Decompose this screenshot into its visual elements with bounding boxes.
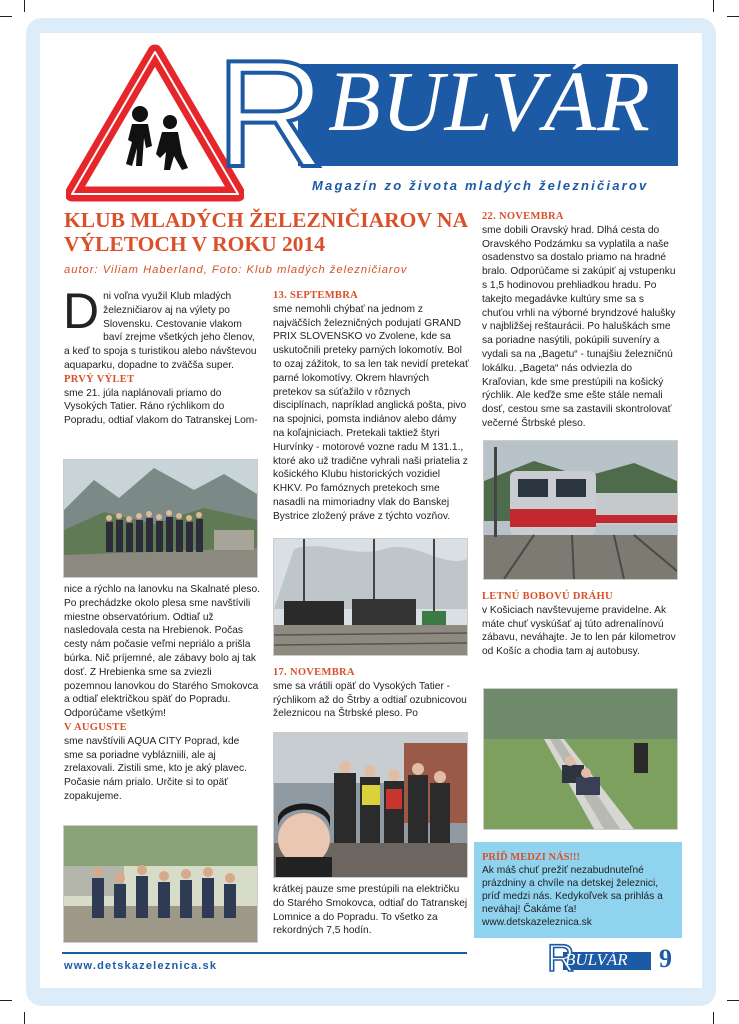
column-1 [63, 283, 260, 428]
section-heading: PRVÝ VÝLET [64, 373, 135, 385]
logo-letter: R [216, 29, 326, 199]
tagline: Magazín zo života mladých železničiarov [312, 178, 649, 193]
crop-mark [0, 1000, 12, 1001]
paragraph: sme nemohli chýbať na jednom z najväčších železničných podujatí GRAND PRIX SLOVENSKO vo Zvolene, kde sa uskutočnili preteky parných lokomotív. Bol to ozaj zážitok, to sa len tak nevidí pretekať parné lokomotívy. Okrem hlavných pretekov sa súťažilo v rôznych disciplínach, napríklad anglická pošta, pivo na spojnici, pomsta indiánov alebo dámy na koľajniciach. Pretekali taktiež štyri Hurvínky - motorové vozne radu M 131.1., ktoré ako už tradične vyhrali naši priatelia z košického Klubu historických vozidiel KHKV. Po famóznych pretekoch sme nasadli na mimoriadny vlak do Banskej Bystrice zložený práve z týchto vozňov. [273, 303, 469, 522]
footer-rule [62, 952, 467, 954]
crop-mark [713, 0, 714, 12]
photo-group-tatra-station [273, 732, 468, 878]
photo-bobsled-track [483, 688, 678, 830]
paragraph: sme sa vrátili opäť do Vysokých Tatier - rýchlikom až do Štrby a odtiaľ ozubnicovou železnicou na Štrbské pleso. Po [273, 680, 467, 720]
photo-aquacity-group [63, 825, 258, 943]
footer-logo-letter: R [547, 938, 575, 980]
page-number: 9 [659, 944, 672, 973]
section-heading: V AUGUSTE [64, 721, 127, 733]
paragraph: sme dobili Oravský hrad. Dlhá cesta do Oravského Podzámku sa vyplatila a naše osadenstvo sa dostalo priamo na hradné bralo. Odporúčame si zakúpiť aj vstupenku s 1,5 hodinovou prehliadkou hradu. Po takejto megadávke kultúry sme sa s chuťou vrhli na výborné bryndzové halušky v najbližšej reštaurácii. Po haluškách sme sa poriadne nasýtili, pokúpili suveníry a vydali sa na „Bagetu“ - tunajšiu železničnú lokálku. „Bageta“ nás odviezla do Kraľovian, kde sme prestúpili na košický rýchlik. Ale keďže sme ešte stále nemali dosť, cestou sme sa zastavili skontrolovať večerné Štrbské pleso. [482, 224, 676, 429]
section-heading: 17. NOVEMBRA [273, 667, 355, 678]
section-heading: LETNÚ BOBOVÚ DRÁHU [482, 591, 613, 602]
crop-mark [727, 16, 739, 17]
footer-logo-word: BULVÁR [565, 950, 628, 969]
crop-mark [727, 1000, 739, 1001]
crop-mark [24, 1012, 25, 1024]
paragraph: v Košiciach navštevujeme pravidelne. Ak máte chuť vyskúšať aj túto adrenalínovú zábavu, neváhajte. Je to len pár kilometrov od Košíc a chodia tam aj autobusy. [482, 604, 676, 658]
footer-url[interactable]: www.detskazeleznica.sk [64, 960, 218, 972]
footer-logo [547, 938, 653, 980]
masthead [66, 29, 678, 204]
join-us-text: Ak máš chuť prežiť nezabudnuteľné prázdniny a chvíle na detskej železnici, príď medzi nás. Kedykoľvek sa prihlás a neváhaj! Čakáme ťa! [482, 865, 663, 915]
section-heading: 22. NOVEMBRA [482, 211, 564, 222]
column-2-end [273, 883, 469, 938]
photo-steam-locomotives [273, 538, 468, 656]
paragraph: sme 21. júla naplánovali priamo do Vysokých Tatier. Ráno rýchlikom do Popradu, odtiaľ vlakom do Tatranskej Lom- [64, 387, 258, 427]
join-us-heading: PRÍĎ MEDZI NÁS!!! [482, 852, 580, 863]
photo-tatry-group [63, 459, 258, 578]
crop-mark [0, 16, 12, 17]
column-2-cont [273, 666, 469, 721]
column-3 [482, 210, 678, 431]
dropcap: D [63, 283, 100, 339]
article-headline: KLUB MLADÝCH ŽELEZNIČIAROV NA VÝLETOCH V ROKU 2014 [64, 208, 467, 256]
magazine-title: BULVÁR [328, 53, 651, 149]
column-1-cont [64, 583, 260, 804]
crop-mark [24, 0, 25, 12]
paragraph: krátkej pauze sme prestúpili na električku do Starého Smokovca, odtiaľ do Tatranskej Lomnice a do Popradu. To všetko za rekordných 7,5 hodín. [273, 884, 468, 937]
paragraph: sme navštívili AQUA CITY Poprad, kde sme sa poriadne vyblázniili, ale aj zrelaxovali. Zistili sme, kto je aký plavec. Počasie nám prialo. Určite si to opäť zopakujeme. [64, 735, 247, 802]
section-heading: 13. SEPTEMBRA [273, 290, 358, 301]
join-us-box [474, 842, 682, 938]
paragraph: nice a rýchlo na lanovku na Skalnaté pleso. Po prechádzke okolo plesa sme navštívili miestne observatórium. Odtiaľ už nasledovala cesta na Hrebienok. Počas cesty nám počasie veľmi nepriálo a prišla búrka. Nič príjemné, ale zábavy bolo aj tak dosť. Z Hrebienka sme sa zviezli pozemnou lanovkou do Starého Smokovca a odtiaľ električkou späť do Popradu. Odporúčame všetkým! [64, 584, 260, 720]
column-2 [273, 289, 469, 524]
crop-mark [713, 1012, 714, 1024]
photo-red-train [483, 440, 678, 580]
intro-text: ni voľna využil Klub mladých železničiarov aj na výlety po Slovensku. Cestovanie vlakom baví zrejme všetkých jeho členov, a keď to spoja s turistikou alebo návštevou aquaparku, dopadne to zväčša super. [64, 291, 257, 371]
column-3-cont [482, 590, 678, 659]
join-us-link[interactable]: www.detskazeleznica.sk [482, 917, 592, 928]
article-author: autor: Viliam Haberland, Foto: Klub mladých železničiarov [64, 264, 408, 276]
